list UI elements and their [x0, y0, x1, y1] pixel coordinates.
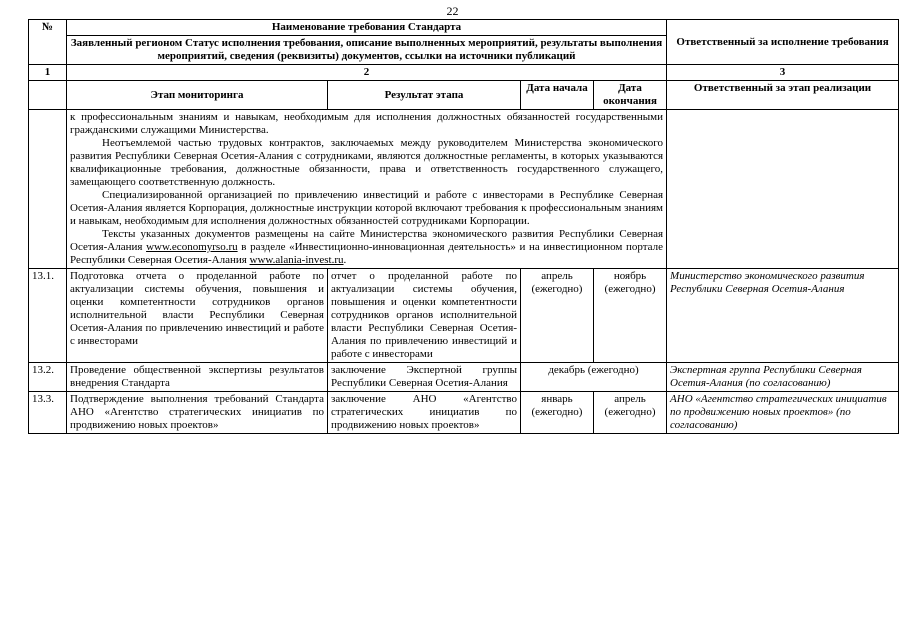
row-responsible: АНО «Агентство стратегических инициатив по продвижению новых проектов» (по согласованию) — [667, 392, 899, 434]
text-paragraph-4-part-b: в разделе «Инвестиционно-инновационная деятельность» и на инвестиционном портале Республики Северная Осетия-Алания — [70, 241, 664, 266]
standard-requirements-table — [28, 19, 899, 434]
text-block-num-cell — [29, 110, 67, 269]
header-start-date: Дата начала — [521, 81, 594, 110]
header-end-date: Дата окончания — [594, 81, 667, 110]
header-col1: 1 — [29, 65, 67, 81]
row-result: отчет о проделанной работе по актуализации системы обучения, повышения и оценки компетентности сотрудников органов исполнительной власти Республики Северная Осетия-Алания по привлечению инвестиций и работе с инвесторами — [328, 269, 521, 363]
row-result: заключение АНО «Агентство стратегических инициатив по продвижению новых проектов» — [328, 392, 521, 434]
row-num: 13.2. — [29, 363, 67, 392]
text-paragraph-1: к профессиональным знаниям и навыкам, необходимым для исполнения должностных обязанностей государственными гражданскими служащими Министерства. — [70, 111, 664, 136]
row-end-date: апрель (ежегодно) — [594, 392, 667, 434]
row-end-date: ноябрь (ежегодно) — [594, 269, 667, 363]
header-num: № — [29, 20, 67, 65]
row-responsible: Экспертная группа Республики Северная Осетия-Алания (по согласованию) — [667, 363, 899, 392]
header-name-subtitle: Заявленный регионом Статус исполнения требования, описание выполненных мероприятий, результаты выполнения мероприятий, сведения (реквизиты) документов, ссылки на источники публикаций — [67, 36, 667, 65]
text-paragraph-4-part-a: Тексты указанных документов размещены на сайте Министерства экономического развития Республики Северная Осетия-Алания — [70, 228, 664, 253]
text-block-cell — [67, 110, 667, 269]
header-col3: 3 — [667, 65, 899, 81]
row-stage: Подготовка отчета о проделанной работе по актуализации системы обучения, повышения и оценки компетентности сотрудников органов исполнительной власти Республики Северная Осетия-Алания по привлечению инвестиций и работе с инвесторами — [67, 269, 328, 363]
header-row-title — [29, 20, 899, 36]
row-start-date: апрель (ежегодно) — [521, 269, 594, 363]
table-row — [29, 392, 899, 434]
text-paragraph-4-part-c: . — [343, 254, 347, 266]
row-stage: Подтверждение выполнения требований Стандарта АНО «Агентство стратегических инициатив по продвижению новых проектов» — [67, 392, 328, 434]
row-num: 13.3. — [29, 392, 67, 434]
header-result: Результат этапа — [328, 81, 521, 110]
text-block-row — [29, 110, 899, 269]
alania-invest-link[interactable]: www.alania-invest.ru — [249, 254, 344, 266]
header-empty-cell — [29, 81, 67, 110]
header-row-numbers — [29, 65, 899, 81]
header-stage: Этап мониторинга — [67, 81, 328, 110]
row-responsible: Министерство экономического развития Республики Северная Осетия-Алания — [667, 269, 899, 363]
header-row-columns — [29, 81, 899, 110]
header-name-title: Наименование требования Стандарта — [67, 20, 667, 36]
text-paragraph-4 — [70, 228, 663, 267]
text-block-responsible-cell — [667, 110, 899, 269]
row-date: декабрь (ежегодно) — [521, 363, 667, 392]
header-col2: 2 — [67, 65, 667, 81]
row-stage: Проведение общественной экспертизы результатов внедрения Стандарта — [67, 363, 328, 392]
table-row — [29, 269, 899, 363]
table-row — [29, 363, 899, 392]
row-num: 13.1. — [29, 269, 67, 363]
text-paragraph-3: Специализированной организацией по привлечению инвестиций и работе с инвесторами в Республике Северная Осетия-Алания является Корпорация, должностные инструкции которой включают требования к профессиональным знаниям и навыкам, необходимым для исполнения должностных обязанностей сотрудниками Корпорации. — [70, 189, 664, 227]
header-responsible: Ответственный за исполнение требования — [667, 20, 899, 65]
row-start-date: январь (ежегодно) — [521, 392, 594, 434]
economyrso-link[interactable]: www.economyrso.ru — [146, 241, 238, 253]
page-number: 22 — [446, 4, 459, 18]
row-result: заключение Экспертной группы Республики Северная Осетия-Алания — [328, 363, 521, 392]
header-stage-responsible: Ответственный за этап реализации — [667, 81, 899, 110]
text-paragraph-2: Неотъемлемой частью трудовых контрактов, заключаемых между руководителем Министерства экономического развития Республики Северная Осетия-Алания с сотрудниками, являются должностные регламенты, в которых указываются квалификационные требования, должностные обязанности, права и ответственность государственного служащего, замещающего соответственную должность. — [70, 137, 664, 188]
